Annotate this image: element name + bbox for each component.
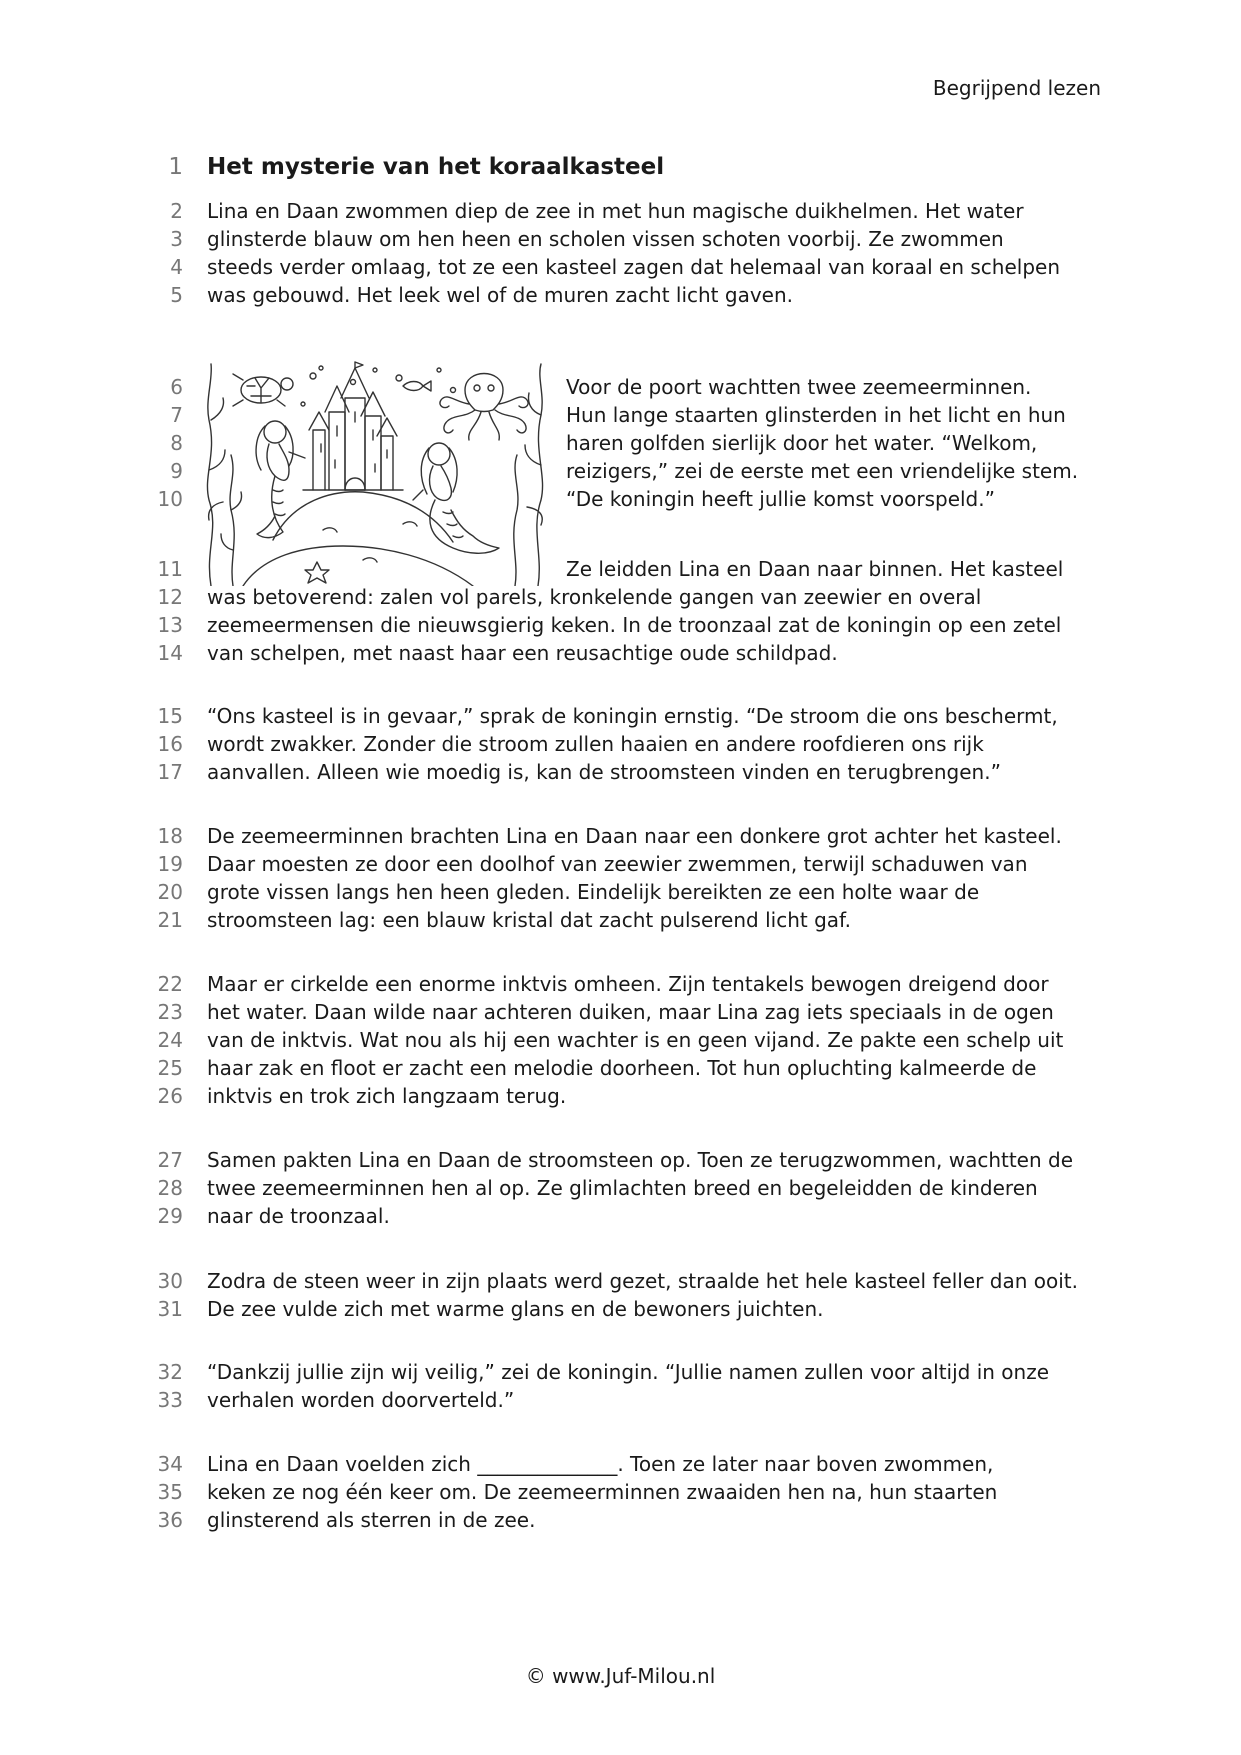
story-line: “Ons kasteel is in gevaar,” sprak de koningin ernstig. “De stroom die ons beschermt, xyxy=(207,704,1058,728)
line-number: 13 xyxy=(157,613,183,637)
story-line: glinsterde blauw om hen heen en scholen vissen schoten voorbij. Ze zwommen xyxy=(207,227,1004,251)
line-number: 7 xyxy=(170,403,183,427)
line-number: 2 xyxy=(170,199,183,223)
line-number: 6 xyxy=(170,375,183,399)
story-line: De zee vulde zich met warme glans en de bewoners juichten. xyxy=(207,1297,824,1321)
story-line: Hun lange staarten glinsterden in het licht en hun xyxy=(566,403,1066,427)
line-number: 36 xyxy=(157,1508,183,1532)
story-line: verhalen worden doorverteld.” xyxy=(207,1388,515,1412)
story-line: Lina en Daan zwommen diep de zee in met hun magische duikhelmen. Het water xyxy=(207,199,1024,223)
line-number: 1 xyxy=(168,154,183,180)
line-number: 10 xyxy=(157,487,183,511)
line-number: 12 xyxy=(157,585,183,609)
mermaid-castle-illustration xyxy=(203,360,552,586)
story-line: haren golfden sierlijk door het water. “Welkom, xyxy=(566,431,1038,455)
line-number: 32 xyxy=(157,1360,183,1384)
story-line: De zeemeerminnen brachten Lina en Daan naar een donkere grot achter het kasteel. xyxy=(207,824,1062,848)
story-line: grote vissen langs hen heen gleden. Eindelijk bereikten ze een holte waar de xyxy=(207,880,980,904)
document-subject: Begrijpend lezen xyxy=(932,76,1101,100)
copyright-footer: © www.Juf-Milou.nl xyxy=(525,1664,716,1688)
story-line: wordt zwakker. Zonder die stroom zullen haaien en andere roofdieren ons rijk xyxy=(207,732,984,756)
line-number: 27 xyxy=(157,1148,183,1172)
story-line: van de inktvis. Wat nou als hij een wachter is en geen vijand. Ze pakte een schelp uit xyxy=(207,1028,1064,1052)
story-line: glinsterend als sterren in de zee. xyxy=(207,1508,536,1532)
line-number: 17 xyxy=(157,760,183,784)
story-line: naar de troonzaal. xyxy=(207,1204,390,1228)
line-number: 26 xyxy=(157,1084,183,1108)
story-line: Voor de poort wachtten twee zeemeerminnen. xyxy=(566,375,1032,399)
story-line: haar zak en floot er zacht een melodie doorheen. Tot hun opluchting kalmeerde de xyxy=(207,1056,1037,1080)
line-number: 28 xyxy=(157,1176,183,1200)
line-number: 16 xyxy=(157,732,183,756)
story-line: zeemeermensen die nieuwsgierig keken. In de troonzaal zat de koningin op een zetel xyxy=(207,613,1062,637)
story-line-with-blank: Lina en Daan voelden zich ______________. Toen ze later naar boven zwommen, xyxy=(207,1452,994,1476)
line-number: 9 xyxy=(170,459,183,483)
story-line: twee zeemeerminnen hen al op. Ze glimlachten breed en begeleidden de kinderen xyxy=(207,1176,1038,1200)
story-line: was betoverend: zalen vol parels, kronkelende gangen van zeewier en overal xyxy=(207,585,982,609)
line-number: 24 xyxy=(157,1028,183,1052)
line-number: 19 xyxy=(157,852,183,876)
line-number: 33 xyxy=(157,1388,183,1412)
line-number: 23 xyxy=(157,1000,183,1024)
line-number: 34 xyxy=(157,1452,183,1476)
line-number: 31 xyxy=(157,1297,183,1321)
story-line: Maar er cirkelde een enorme inktvis omheen. Zijn tentakels bewogen dreigend door xyxy=(207,972,1049,996)
story-line: inktvis en trok zich langzaam terug. xyxy=(207,1084,567,1108)
story-line: stroomsteen lag: een blauw kristal dat zacht pulserend licht gaf. xyxy=(207,908,851,932)
line-number: 20 xyxy=(157,880,183,904)
line-number: 5 xyxy=(170,283,183,307)
line-number: 21 xyxy=(157,908,183,932)
story-line: “De koningin heeft jullie komst voorspeld.” xyxy=(566,487,995,511)
story-title: Het mysterie van het koraalkasteel xyxy=(207,154,665,180)
story-line: keken ze nog één keer om. De zeemeerminnen zwaaiden hen na, hun staarten xyxy=(207,1480,998,1504)
line-number: 35 xyxy=(157,1480,183,1504)
line-number: 18 xyxy=(157,824,183,848)
line-number: 22 xyxy=(157,972,183,996)
story-line: aanvallen. Alleen wie moedig is, kan de stroomsteen vinden en terugbrengen.” xyxy=(207,760,1001,784)
story-line: Daar moesten ze door een doolhof van zeewier zwemmen, terwijl schaduwen van xyxy=(207,852,1028,876)
line-number: 15 xyxy=(157,704,183,728)
story-line: Ze leidden Lina en Daan naar binnen. Het kasteel xyxy=(566,557,1064,581)
line-number: 3 xyxy=(170,227,183,251)
story-line: Samen pakten Lina en Daan de stroomsteen op. Toen ze terugzwommen, wachtten de xyxy=(207,1148,1074,1172)
story-line: van schelpen, met naast haar een reusachtige oude schildpad. xyxy=(207,641,838,665)
story-line: was gebouwd. Het leek wel of de muren zacht licht gaven. xyxy=(207,283,793,307)
line-number: 25 xyxy=(157,1056,183,1080)
story-line: het water. Daan wilde naar achteren duiken, maar Lina zag iets speciaals in de ogen xyxy=(207,1000,1054,1024)
line-number: 14 xyxy=(157,641,183,665)
line-number: 29 xyxy=(157,1204,183,1228)
line-number: 30 xyxy=(157,1269,183,1293)
story-line: steeds verder omlaag, tot ze een kasteel zagen dat helemaal van koraal en schelpen xyxy=(207,255,1061,279)
story-line: Zodra de steen weer in zijn plaats werd gezet, straalde het hele kasteel feller dan ooit. xyxy=(207,1269,1078,1293)
story-line: “Dankzij jullie zijn wij veilig,” zei de koningin. “Jullie namen zullen voor altijd in onze xyxy=(207,1360,1050,1384)
line-number: 8 xyxy=(170,431,183,455)
line-number: 4 xyxy=(170,255,183,279)
story-line: reizigers,” zei de eerste met een vriendelijke stem. xyxy=(566,459,1079,483)
line-number: 11 xyxy=(157,557,183,581)
